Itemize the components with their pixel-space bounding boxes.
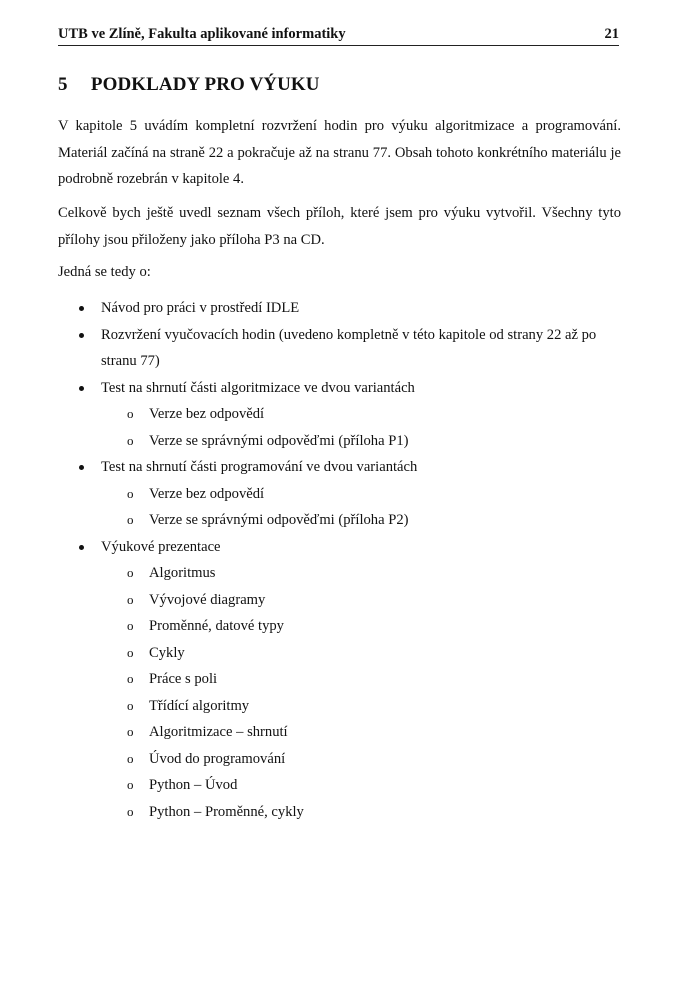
bullet-circle-icon: o bbox=[127, 750, 134, 766]
list-item bbox=[58, 640, 621, 667]
list-item-text: Verze bez odpovědí bbox=[149, 406, 265, 422]
bullet-circle-icon: o bbox=[127, 591, 134, 607]
list-item-text: Verze bez odpovědí bbox=[149, 485, 265, 502]
intro-paragraph: V kapitole 5 uvádím kompletní rozvržení hodin pro výuku algoritmizace a programování. Materiál začíná na straně 22 a pokračuje až na stranu 77. Obsah tohoto konkrétního materiálu je podrobně rozebrán v kapitole 4. bbox=[58, 118, 621, 187]
list-item bbox=[58, 799, 621, 826]
list-item bbox=[58, 772, 621, 799]
list-item-text: Práce s poli bbox=[149, 671, 218, 687]
bullet-circle-icon: o bbox=[127, 671, 134, 686]
bullet-circle-icon: o bbox=[127, 777, 134, 792]
list-item-text: Algoritmizace – shrnutí bbox=[149, 724, 288, 740]
list-item bbox=[58, 507, 621, 534]
bullet-circle-icon: o bbox=[127, 803, 134, 819]
bullet-circle-icon: o bbox=[127, 406, 134, 421]
chapter-heading bbox=[58, 74, 320, 96]
bullet-circle-icon: o bbox=[127, 512, 134, 527]
list-item bbox=[58, 454, 621, 481]
list-item bbox=[58, 666, 621, 693]
list-item-text: Vývojové diagramy bbox=[149, 591, 266, 608]
list-item-text: Python – Proměnné, cykly bbox=[149, 803, 304, 820]
list-item bbox=[58, 428, 621, 455]
list-item-text: Úvod do programování bbox=[149, 750, 286, 767]
list-item bbox=[58, 481, 621, 508]
list-item-text: Test na shrnutí části programování ve dvou variantách bbox=[101, 459, 418, 475]
list-item-text: Třídící algoritmy bbox=[149, 697, 250, 714]
list-item-text: Verze se správnými odpověďmi (příloha P2) bbox=[149, 512, 409, 528]
bullet-disc-icon bbox=[79, 465, 84, 470]
bullet-disc-icon bbox=[79, 386, 84, 391]
list-item bbox=[58, 587, 621, 614]
list-item-text: Rozvržení vyučovacích hodin (uvedeno kompletně v této kapitole od strany 22 až po stranu 77) bbox=[101, 326, 597, 369]
bullet-disc-icon bbox=[79, 306, 84, 311]
bullet-circle-icon: o bbox=[127, 485, 134, 501]
list-item-text: Algoritmus bbox=[149, 565, 216, 581]
list-intro: Jedná se tedy o: bbox=[58, 264, 151, 280]
list-item bbox=[58, 560, 621, 587]
bullet-circle-icon: o bbox=[127, 644, 134, 660]
list-item bbox=[58, 746, 621, 773]
list-item-text: Cykly bbox=[149, 644, 185, 661]
list-item bbox=[58, 295, 621, 322]
bullet-circle-icon: o bbox=[127, 565, 134, 580]
list-item bbox=[58, 375, 621, 402]
appendix-paragraph: Celkově bych ještě uvedl seznam všech příloh, které jsem pro výuku vytvořil. Všechny tyto přílohy jsou přiloženy jako příloha P3 na CD. bbox=[58, 205, 621, 248]
bullet-circle-icon: o bbox=[127, 432, 134, 448]
list-item-text: Návod pro práci v prostředí IDLE bbox=[101, 300, 300, 316]
header-title: UTB ve Zlíně, Fakulta aplikované informatiky bbox=[58, 26, 346, 42]
list-item bbox=[58, 322, 621, 375]
list-item-text: Proměnné, datové typy bbox=[149, 618, 284, 634]
bullet-circle-icon: o bbox=[127, 697, 134, 713]
page-number: 21 bbox=[604, 26, 619, 42]
list-item bbox=[58, 719, 621, 746]
chapter-number: 5 bbox=[58, 74, 68, 95]
bullet-circle-icon: o bbox=[127, 618, 134, 633]
bullet-circle-icon: o bbox=[127, 724, 134, 739]
list-item bbox=[58, 401, 621, 428]
list-item bbox=[58, 693, 621, 720]
list-item bbox=[58, 534, 621, 561]
chapter-title: PODKLADY PRO VÝUKU bbox=[90, 74, 320, 95]
list-item bbox=[58, 613, 621, 640]
attachment-list bbox=[58, 295, 621, 825]
running-header bbox=[58, 22, 619, 46]
bullet-disc-icon bbox=[79, 545, 84, 550]
list-item-text: Verze se správnými odpověďmi (příloha P1) bbox=[149, 432, 409, 449]
bullet-disc-icon bbox=[79, 333, 84, 338]
list-item-text: Python – Úvod bbox=[149, 777, 238, 793]
list-item-text: Test na shrnutí části algoritmizace ve dvou variantách bbox=[101, 379, 415, 396]
list-item-text: Výukové prezentace bbox=[101, 538, 221, 555]
